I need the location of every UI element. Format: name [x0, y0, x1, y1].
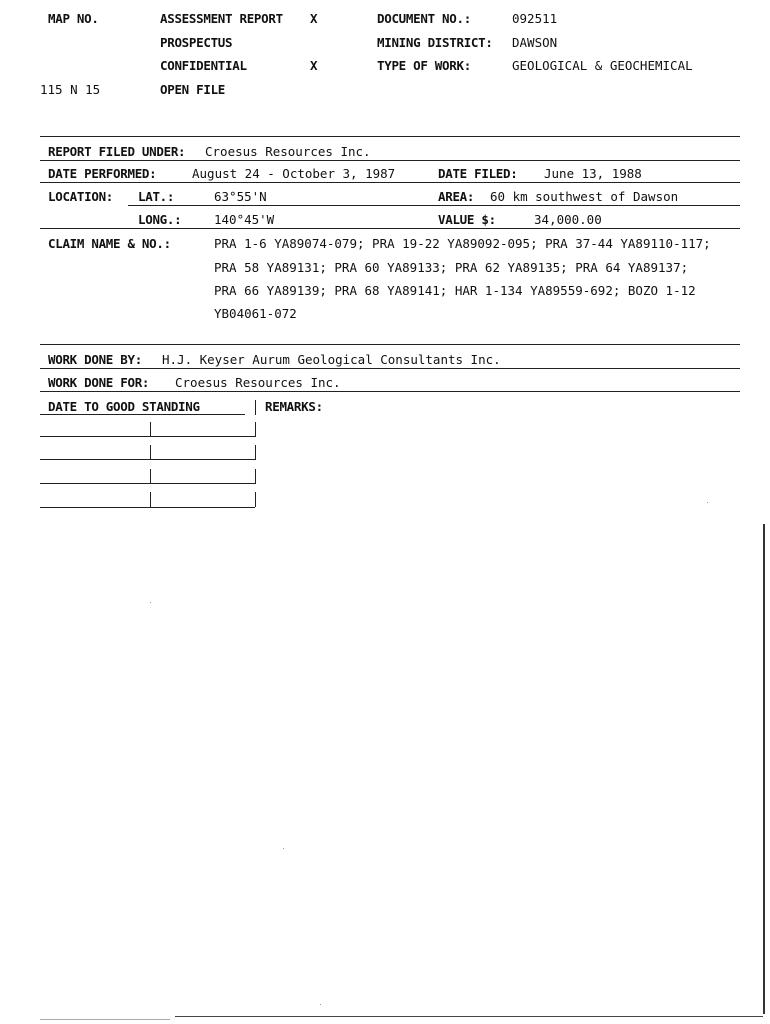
row-rule — [40, 391, 740, 392]
mining-district-label: MINING DISTRICT: — [377, 35, 493, 50]
value-value: 34,000.00 — [534, 212, 602, 227]
work-done-by-value: H.J. Keyser Aurum Geological Consultants Inc. — [162, 352, 501, 367]
long-value: 140°45'W — [214, 212, 275, 227]
long-label: LONG.: — [138, 212, 182, 227]
grid-tick — [150, 469, 151, 484]
grid-line — [40, 436, 255, 437]
report-type-assessment-mark: X — [310, 11, 318, 26]
report-type-confidential-mark: X — [310, 58, 318, 73]
claim-line: PRA 66 YA89139; PRA 68 YA89141; HAR 1-134 YA89559-692; BOZO 1-12 — [214, 283, 696, 298]
row-rule — [128, 205, 740, 206]
good-standing-label: DATE TO GOOD STANDING — [48, 399, 200, 414]
date-performed-value: August 24 - October 3, 1987 — [192, 166, 396, 181]
grid-tick — [150, 492, 151, 507]
row-rule — [40, 368, 740, 369]
grid-line — [40, 507, 255, 508]
type-of-work-value: GEOLOGICAL & GEOCHEMICAL — [512, 58, 693, 73]
date-filed-value: June 13, 1988 — [544, 166, 642, 181]
grid-line — [40, 483, 255, 484]
value-label: VALUE $: — [438, 212, 496, 227]
row-rule — [40, 182, 740, 183]
filed-under-value: Croesus Resources Inc. — [205, 144, 371, 159]
date-performed-label: DATE PERFORMED: — [48, 166, 157, 181]
good-standing-underline — [40, 414, 245, 415]
report-type-prospectus: PROSPECTUS — [160, 35, 233, 50]
document-no-label: DOCUMENT NO.: — [377, 11, 471, 26]
work-done-for-label: WORK DONE FOR: — [48, 375, 150, 390]
grid-line — [40, 459, 255, 460]
grid-tick — [255, 469, 256, 484]
area-label: AREA: — [438, 189, 475, 204]
claim-label: CLAIM NAME & NO.: — [48, 236, 171, 251]
grid-tick — [150, 445, 151, 460]
grid-tick — [255, 492, 256, 507]
scan-edge-bottom — [175, 1016, 763, 1017]
lat-label: LAT.: — [138, 189, 175, 204]
area-value: 60 km southwest of Dawson — [490, 189, 679, 204]
work-done-for-value: Croesus Resources Inc. — [175, 375, 341, 390]
scan-speck — [707, 502, 708, 503]
grid-tick — [255, 422, 256, 437]
divider-work — [40, 344, 740, 345]
grid-tick — [255, 445, 256, 460]
claim-line: YB04061-072 — [214, 306, 297, 321]
scan-speck — [320, 1004, 321, 1005]
type-of-work-label: TYPE OF WORK: — [377, 58, 471, 73]
row-rule — [40, 160, 740, 161]
report-type-confidential: CONFIDENTIAL — [160, 58, 247, 73]
good-standing-separator — [255, 400, 256, 415]
divider-top — [40, 136, 740, 137]
filed-under-label: REPORT FILED UNDER: — [48, 144, 186, 159]
claim-line: PRA 1-6 YA89074-079; PRA 19-22 YA89092-095; PRA 37-44 YA89110-117; — [214, 236, 711, 251]
remarks-label: REMARKS: — [265, 399, 323, 414]
report-type-assessment: ASSESSMENT REPORT — [160, 11, 283, 26]
scan-edge-bottom-faint — [40, 1019, 170, 1020]
scan-edge-right — [763, 524, 765, 1014]
map-no-value: 115 N 15 — [40, 82, 101, 97]
scan-speck — [150, 602, 151, 603]
row-rule — [40, 228, 740, 229]
work-done-by-label: WORK DONE BY: — [48, 352, 142, 367]
lat-value: 63°55'N — [214, 189, 267, 204]
report-type-open-file: OPEN FILE — [160, 82, 226, 97]
scan-speck — [283, 848, 284, 849]
claim-line: PRA 58 YA89131; PRA 60 YA89133; PRA 62 YA89135; PRA 64 YA89137; — [214, 260, 689, 275]
document-no-value: 092511 — [512, 11, 558, 26]
grid-tick — [150, 422, 151, 437]
date-filed-label: DATE FILED: — [438, 166, 518, 181]
location-label: LOCATION: — [48, 189, 114, 204]
mining-district-value: DAWSON — [512, 35, 558, 50]
map-no-label: MAP NO. — [48, 11, 99, 26]
